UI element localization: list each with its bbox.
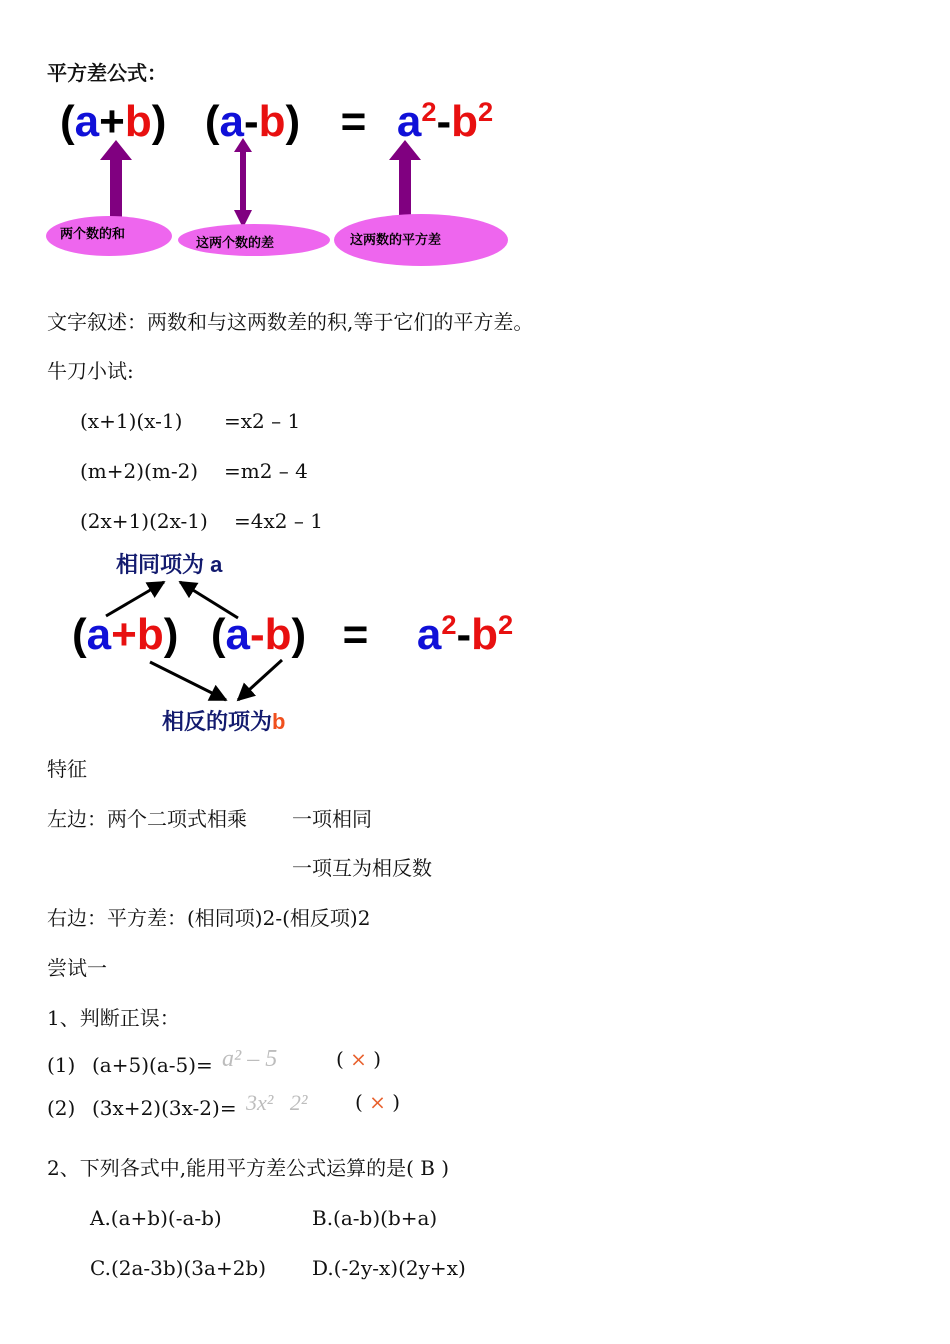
q1-title: 1、判断正误： bbox=[47, 1006, 180, 1030]
same-term-label: 相同项为 a bbox=[116, 552, 223, 577]
opposite-term-text: 相反的项为 bbox=[162, 709, 273, 734]
term-b: b bbox=[258, 97, 286, 146]
formula-2 bbox=[72, 606, 513, 664]
arrow-line bbox=[238, 660, 282, 700]
paren: ( bbox=[355, 1090, 363, 1114]
features-right: 右边：平方差：(相同项)2-(相反项)2 bbox=[47, 906, 371, 930]
practice-rhs: =x2 – 1 bbox=[224, 409, 301, 433]
page-heading: 平方差公式： bbox=[47, 61, 167, 85]
plus-sign: + bbox=[111, 610, 137, 659]
practice-title: 牛刀小试: bbox=[47, 359, 134, 383]
q1-item-expr: (a+5)(a-5)= bbox=[92, 1053, 213, 1077]
paren: ) bbox=[392, 1090, 401, 1114]
q1-item-num: (1) bbox=[47, 1053, 76, 1077]
down-arrow-shaft bbox=[234, 138, 252, 216]
minus-sign: - bbox=[456, 610, 472, 659]
paren: ( bbox=[210, 610, 226, 659]
exponent: 2 bbox=[441, 609, 457, 640]
paren: ) bbox=[151, 97, 167, 146]
rhs-b: b bbox=[451, 97, 479, 146]
practice-lhs: (2x+1)(2x-1) bbox=[80, 509, 208, 533]
q1-mark bbox=[355, 1089, 400, 1115]
term-a: a bbox=[219, 97, 244, 146]
exponent: 2 bbox=[498, 609, 514, 640]
arrow-line bbox=[150, 662, 226, 700]
features-title: 特征 bbox=[47, 757, 87, 781]
practice-rhs: =m2 – 4 bbox=[224, 459, 308, 483]
diff-label: 这两个数的差 bbox=[196, 236, 275, 251]
up-arrow bbox=[389, 140, 421, 220]
q2-title: 2、下列各式中,能用平方差公式运算的是( B ) bbox=[47, 1156, 450, 1180]
exponent: 2 bbox=[478, 96, 494, 127]
minus-sign: - bbox=[436, 97, 452, 146]
rhs-b: b bbox=[471, 610, 499, 659]
minus-sign: - bbox=[250, 610, 265, 659]
rhs-a: a bbox=[416, 610, 442, 659]
minus-sign: - bbox=[244, 97, 259, 146]
paren: ) bbox=[373, 1047, 382, 1071]
cross-icon: × bbox=[350, 1047, 367, 1071]
term-b: b bbox=[136, 610, 164, 659]
exponent: 2 bbox=[421, 96, 437, 127]
plus-sign: + bbox=[99, 97, 125, 146]
try-title: 尝试一 bbox=[47, 956, 107, 980]
paren: ) bbox=[163, 610, 179, 659]
practice-lhs: (x+1)(x-1) bbox=[80, 409, 183, 433]
paren: ( bbox=[72, 610, 87, 659]
q2-option: A.(a+b)(-a-b) bbox=[90, 1206, 222, 1230]
equals-sign: = bbox=[342, 610, 369, 659]
q1-item-expr: (3x+2)(3x-2)= bbox=[92, 1096, 237, 1120]
q1-item-answer: a² – 5 bbox=[222, 1046, 278, 1072]
term-b: b bbox=[264, 610, 292, 659]
term-a: a bbox=[86, 610, 112, 659]
features-left: 左边：两个二项式相乘 bbox=[47, 807, 247, 831]
text-description: 文字叙述：两数和与这两数差的积,等于它们的平方差。 bbox=[47, 310, 534, 334]
practice-lhs: (m+2)(m-2) bbox=[80, 459, 199, 483]
equals-sign: = bbox=[340, 97, 367, 146]
sum-label: 两个数的和 bbox=[60, 227, 126, 242]
term-a: a bbox=[225, 610, 250, 659]
features-left-b: 一项互为相反数 bbox=[292, 856, 432, 880]
q2-option: D.(-2y-x)(2y+x) bbox=[312, 1256, 466, 1280]
q1-item-answer: 3x² 2² bbox=[246, 1090, 308, 1115]
rhs-a: a bbox=[396, 97, 422, 146]
paren: ) bbox=[285, 97, 301, 146]
q2-option: B.(a-b)(b+a) bbox=[312, 1206, 438, 1230]
paren: ) bbox=[291, 610, 307, 659]
practice-rhs: =4x2 – 1 bbox=[234, 509, 323, 533]
cross-icon: × bbox=[369, 1090, 386, 1114]
term-a: a bbox=[74, 97, 100, 146]
opposite-term-var: b bbox=[272, 709, 286, 734]
q2-option: C.(2a-3b)(3a+2b) bbox=[90, 1256, 267, 1280]
sqdiff-label: 这两数的平方差 bbox=[350, 233, 442, 248]
features-left-a: 一项相同 bbox=[292, 807, 372, 831]
up-arrow bbox=[100, 140, 132, 220]
q1-item-num: (2) bbox=[47, 1096, 76, 1120]
opposite-term-label bbox=[162, 708, 285, 736]
paren: ( bbox=[60, 97, 75, 146]
paren: ( bbox=[336, 1047, 344, 1071]
q1-mark bbox=[336, 1046, 381, 1072]
term-b: b bbox=[124, 97, 152, 146]
paren: ( bbox=[204, 97, 220, 146]
